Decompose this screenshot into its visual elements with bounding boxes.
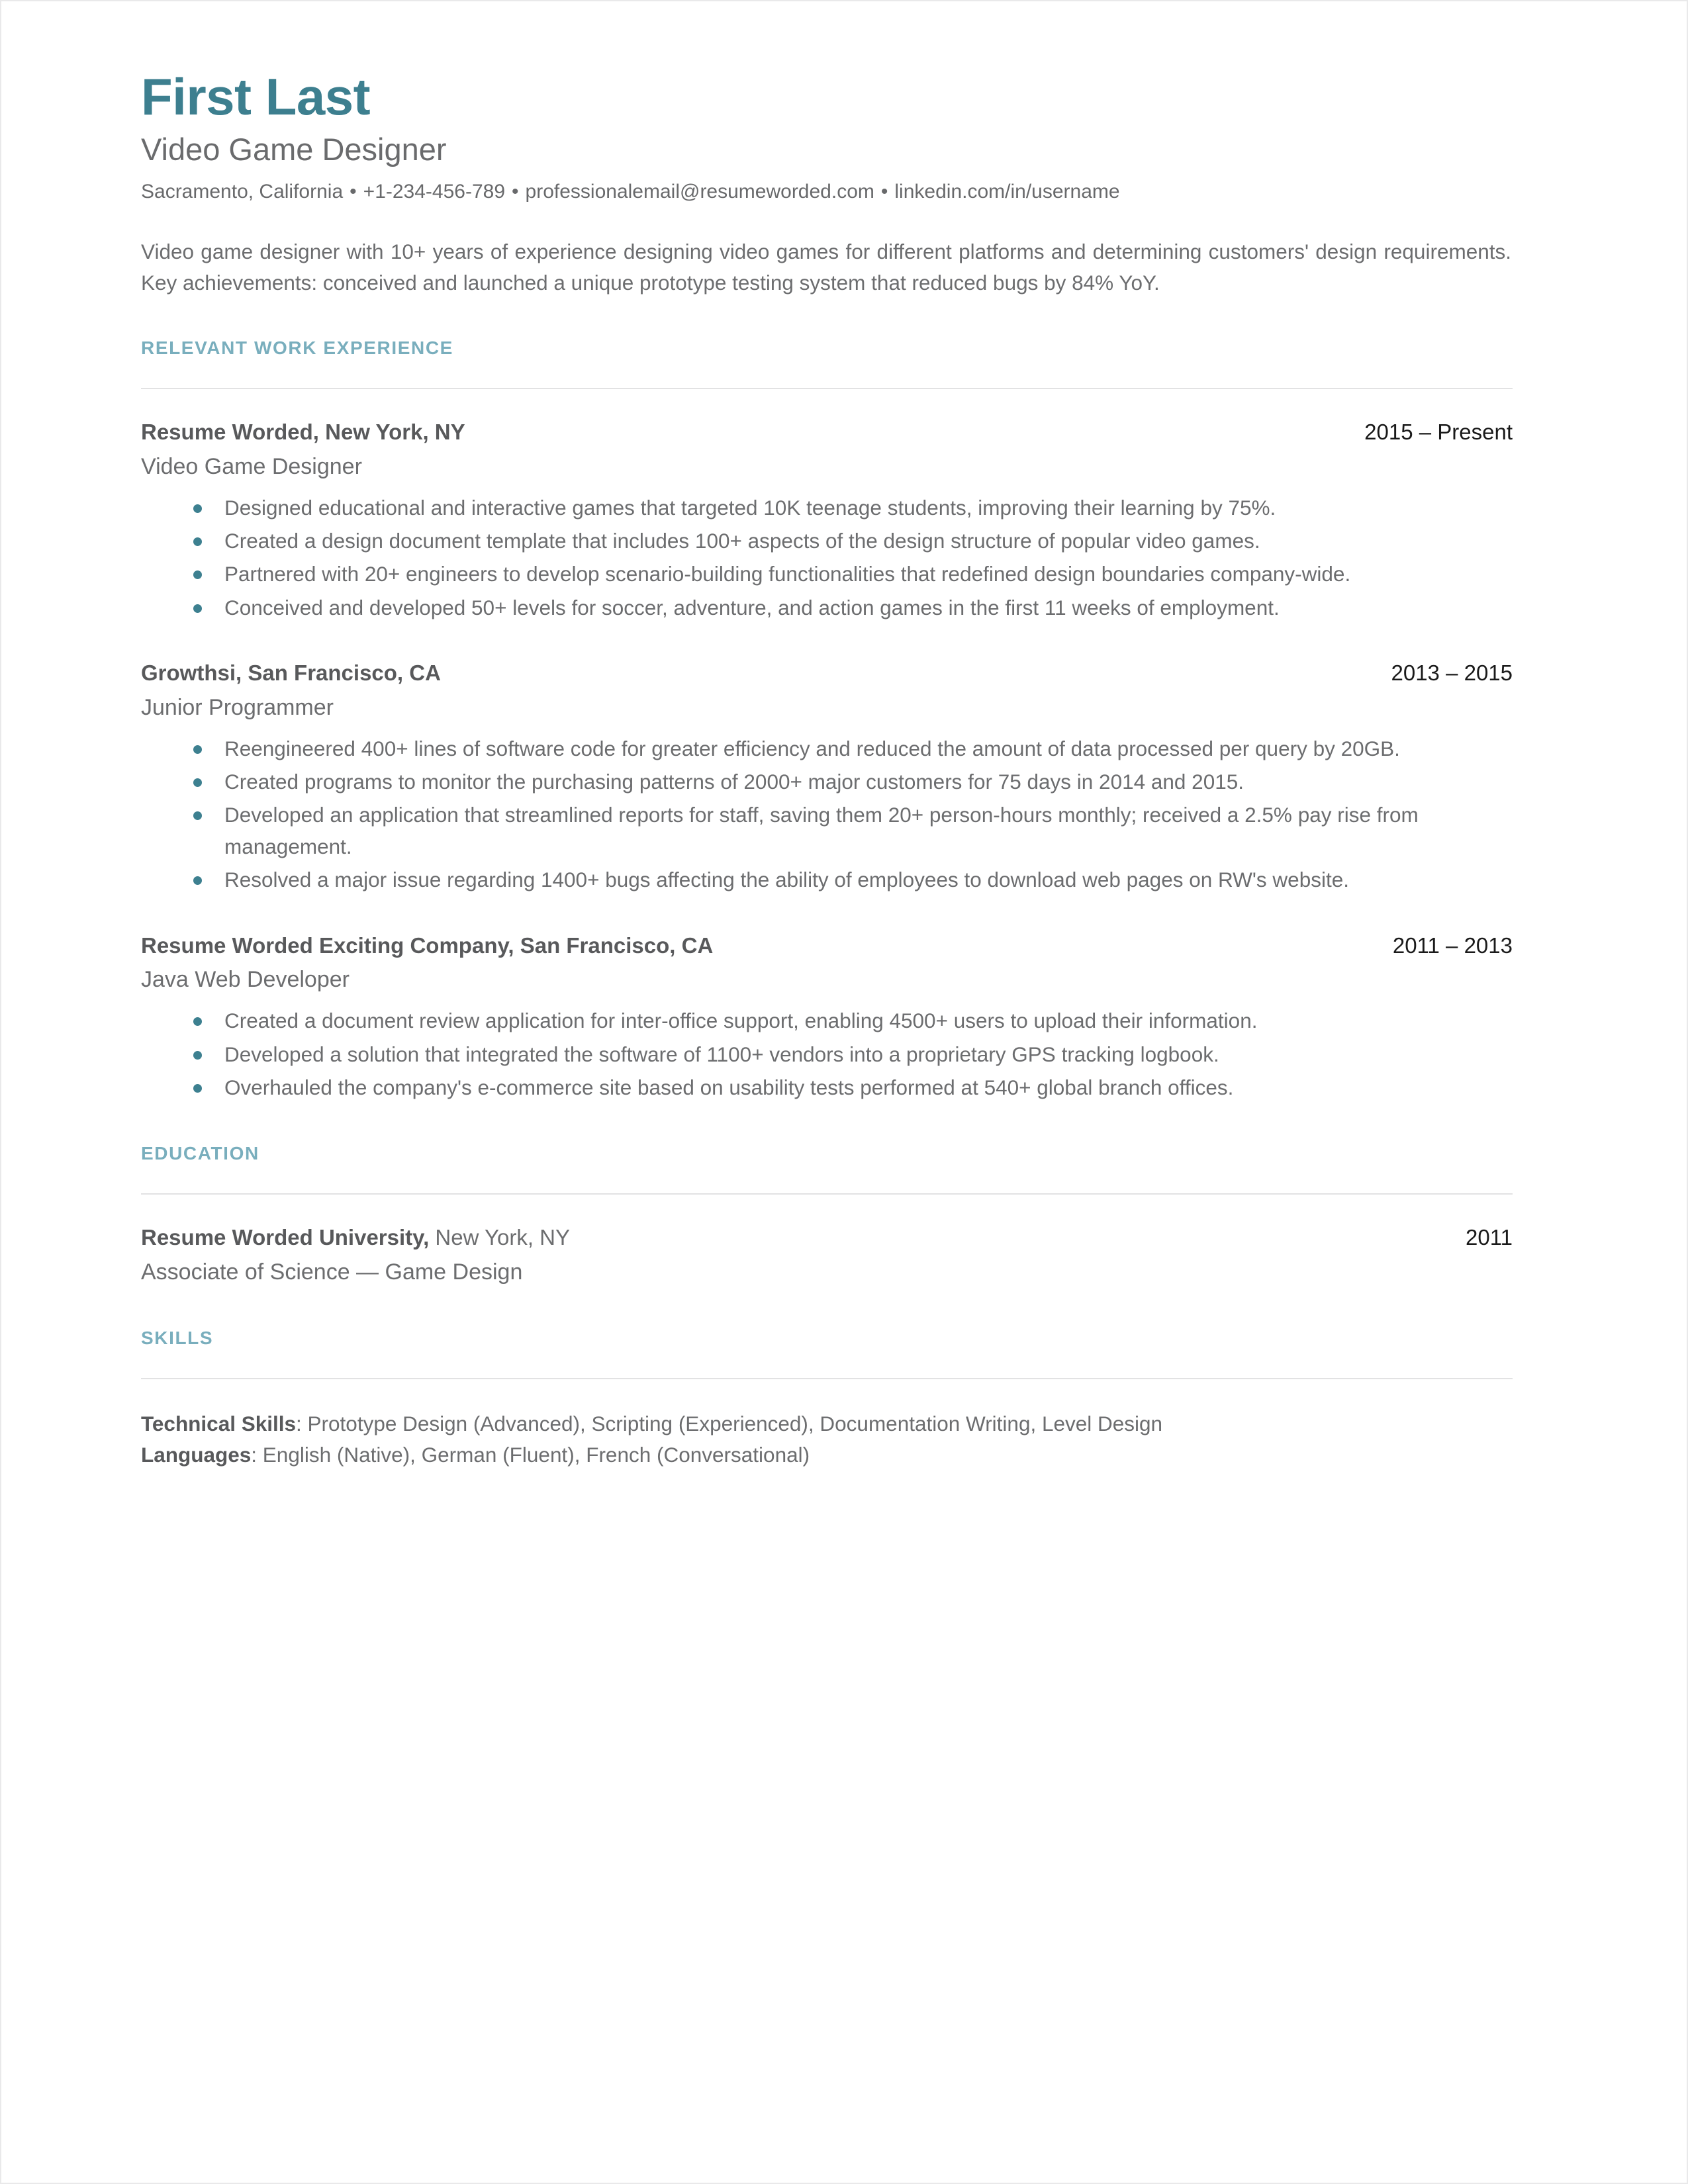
section-header-skills: SKILLS xyxy=(141,1327,214,1348)
contact-line xyxy=(141,179,1518,206)
experience-entry xyxy=(141,418,1518,623)
bullet-dot-icon xyxy=(193,1051,202,1060)
experience-entry-header xyxy=(141,932,1513,960)
bullet-text: Developed a solution that integrated the software of 1100+ vendors into a proprietary GPS tracking logbook. xyxy=(224,1042,1219,1066)
bullet-dot-icon xyxy=(193,1084,202,1093)
experience-bullet-list xyxy=(141,1005,1518,1103)
experience-role: Java Web Developer xyxy=(141,967,350,993)
experience-entry-header xyxy=(141,418,1513,447)
list-item xyxy=(141,799,1429,862)
bullet-dot-icon xyxy=(193,570,202,579)
skills-languages-label: Languages xyxy=(141,1442,252,1467)
list-item xyxy=(141,1005,1429,1036)
bullet-dot-icon xyxy=(193,504,202,513)
education-entry xyxy=(141,1224,1518,1288)
bullet-text: Conceived and developed 50+ levels for soccer, adventure, and action games in the first 11 weeks of employment. xyxy=(224,595,1280,619)
experience-org: Resume Worded, New York, NY xyxy=(141,420,465,445)
list-item xyxy=(141,492,1429,523)
list-item xyxy=(141,733,1429,764)
entry-spacer xyxy=(141,903,1518,932)
experience-bullet-list xyxy=(141,492,1518,623)
section-divider-skills xyxy=(141,1378,1513,1379)
professional-summary: Video game designer with 10+ years of experience designing video games for different platforms and determining customers' design requirements. Key achievements: conceived and launched a unique prototype testing system that reduced bugs by 84% YoY. xyxy=(141,239,1511,295)
list-item xyxy=(141,1071,1429,1103)
bullet-text: Created a document review application for inter-office support, enabling 4500+ users to upload their information. xyxy=(224,1009,1258,1033)
list-item xyxy=(141,766,1429,797)
education-entry-header xyxy=(141,1224,1513,1252)
skills-languages-line xyxy=(141,1439,1518,1471)
bullet-text: Created a design document template that includes 100+ aspects of the design structure of popular video games. xyxy=(224,529,1260,553)
bullet-text: Reengineered 400+ lines of software code for greater efficiency and reduced the amount of data processed per query by 20GB. xyxy=(224,736,1400,760)
candidate-name: First Last xyxy=(141,68,371,126)
list-item xyxy=(141,525,1429,557)
contact-linkedin[interactable]: linkedin.com/in/username xyxy=(894,181,1120,203)
contact-email[interactable]: professionalemail@resumeworded.com xyxy=(525,181,874,203)
experience-dates: 2011 – 2013 xyxy=(1392,933,1513,958)
experience-role: Junior Programmer xyxy=(141,694,334,720)
bullet-text: Created programs to monitor the purchasing patterns of 2000+ major customers for 75 days in 2014 and 2015. xyxy=(224,769,1244,794)
bullet-dot-icon xyxy=(193,1017,202,1026)
experience-entry xyxy=(141,932,1518,1103)
experience-entry-header xyxy=(141,659,1513,688)
bullet-text: Developed an application that streamlined reports for staff, saving them 20+ person-hours monthly; received a 2.5% pay rise from management. xyxy=(224,803,1419,859)
contact-separator-2: • xyxy=(512,181,519,203)
skills-technical-line xyxy=(141,1408,1518,1439)
experience-role: Video Game Designer xyxy=(141,454,362,480)
section-header-education: EDUCATION xyxy=(141,1142,259,1163)
bullet-text: Partnered with 20+ engineers to develop scenario-building functionalities that redefined design boundaries company-wide. xyxy=(224,562,1351,586)
entry-spacer xyxy=(141,630,1518,659)
bullet-dot-icon xyxy=(193,537,202,546)
bullet-text: Resolved a major issue regarding 1400+ bugs affecting the ability of employees to download web pages on RW's website. xyxy=(224,868,1349,892)
section-spacer xyxy=(141,1295,1518,1328)
experience-entry xyxy=(141,659,1518,896)
skills-technical-label: Technical Skills xyxy=(141,1411,297,1435)
education-school-name: Resume Worded University, xyxy=(141,1224,430,1250)
bullet-text: Overhauled the company's e-commerce site based on usability tests performed at 540+ global branch offices. xyxy=(224,1075,1234,1099)
contact-location: Sacramento, California xyxy=(141,181,344,203)
section-header-experience: RELEVANT WORK EXPERIENCE xyxy=(141,338,453,359)
list-item xyxy=(141,558,1429,590)
education-dates: 2011 xyxy=(1466,1224,1513,1250)
list-item xyxy=(141,592,1429,623)
experience-org: Resume Worded Exciting Company, San Francisco, CA xyxy=(141,933,714,958)
experience-org: Growthsi, San Francisco, CA xyxy=(141,660,441,685)
contact-separator-1: • xyxy=(350,181,357,203)
bullet-dot-icon xyxy=(193,745,202,754)
bullet-dot-icon xyxy=(193,604,202,613)
education-school-location: New York, NY xyxy=(435,1224,571,1250)
section-divider-education xyxy=(141,1193,1513,1195)
contact-phone[interactable]: +1-234-456-789 xyxy=(363,181,506,203)
education-degree: Associate of Science — Game Design xyxy=(141,1259,523,1285)
experience-dates: 2013 – 2015 xyxy=(1391,660,1513,685)
bullet-dot-icon xyxy=(193,778,202,787)
bullet-dot-icon xyxy=(193,811,202,820)
experience-bullet-list xyxy=(141,733,1518,896)
contact-separator-3: • xyxy=(880,181,888,203)
section-spacer xyxy=(141,1110,1518,1143)
experience-dates: 2015 – Present xyxy=(1364,420,1513,445)
skills-technical-value: : Prototype Design (Advanced), Scripting (Experienced), Documentation Writing, Level Design xyxy=(296,1411,1163,1435)
resume-content xyxy=(141,69,1518,1471)
bullet-dot-icon xyxy=(193,876,202,885)
education-school xyxy=(141,1224,570,1252)
skills-languages-value: : English (Native), German (Fluent), French (Conversational) xyxy=(251,1442,810,1467)
bullet-text: Designed educational and interactive games that targeted 10K teenage students, improving their learning by 75%. xyxy=(224,496,1276,520)
section-divider-experience xyxy=(141,388,1513,389)
list-item xyxy=(141,1038,1429,1070)
candidate-job-title: Video Game Designer xyxy=(141,131,447,167)
list-item xyxy=(141,864,1429,895)
